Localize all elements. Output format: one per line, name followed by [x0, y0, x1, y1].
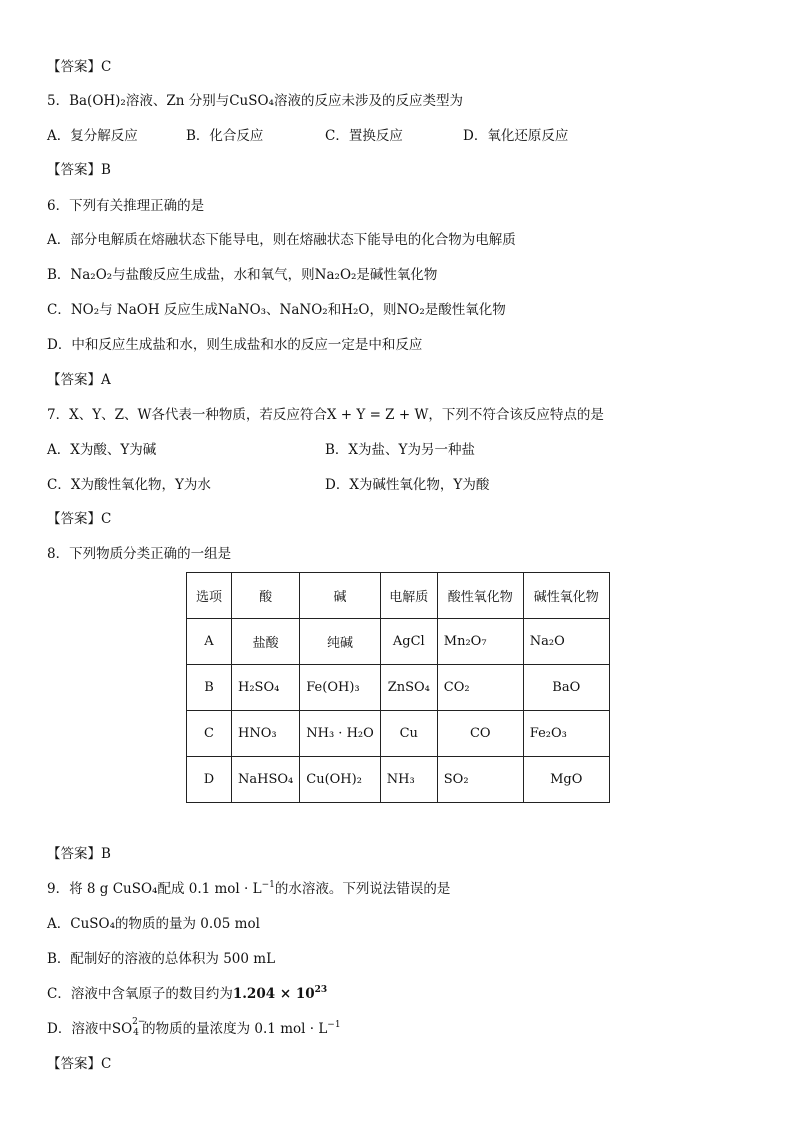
q7-option-b: B．X为盐、Y为另一种盐 — [325, 442, 475, 458]
q5-option-c: C．置换反应 — [325, 128, 403, 144]
table-row — [187, 665, 610, 711]
table-cell: MgO — [523, 757, 609, 803]
q9d-subscript: 4 — [133, 1028, 139, 1038]
q9-option-c — [47, 984, 327, 1006]
q9-text-start: 9．将 8 g CuSO₄配成 0.1 mol · L — [47, 881, 262, 897]
table-header-cell: 酸 — [232, 573, 300, 619]
q9-option-a: A．CuSO₄的物质的量为 0.05 mol — [47, 916, 260, 932]
q9-option-b: B．配制好的溶液的总体积为 500 mL — [47, 951, 276, 967]
q9c-exponent: 23 — [314, 985, 328, 995]
q6-option-c: C．NO₂与 NaOH 反应生成NaNO₃、NaNO₂和H₂O，则NO₂是酸性氧化物 — [47, 302, 506, 318]
table-cell: BaO — [523, 665, 609, 711]
table-row — [187, 619, 610, 665]
answer-q4: 【答案】C — [47, 59, 112, 75]
question-7: 7．X、Y、Z、W各代表一种物质，若反应符合X + Y = Z + W，下列不符合该反应特点的是 — [47, 407, 604, 423]
q5-option-a: A．复分解反应 — [47, 128, 138, 144]
table-cell: Na₂O — [523, 619, 609, 665]
q6-option-a: A．部分电解质在熔融状态下能导电，则在熔融状态下能导电的化合物为电解质 — [47, 232, 516, 248]
table-header-cell: 碱性氧化物 — [523, 573, 609, 619]
q9-exponent: −1 — [261, 880, 275, 890]
table-header-cell: 酸性氧化物 — [437, 573, 523, 619]
q6-option-b: B．Na₂O₂与盐酸反应生成盐，水和氧气，则Na₂O₂是碱性氧化物 — [47, 267, 438, 283]
table-row — [187, 757, 610, 803]
q9d-exponent: −1 — [327, 1020, 341, 1030]
table-cell: Fe₂O₃ — [523, 711, 609, 757]
table-cell: Cu(OH)₂ — [300, 757, 381, 803]
table-cell: CO₂ — [437, 665, 523, 711]
table-cell: NaHSO₄ — [232, 757, 300, 803]
table-cell: 纯碱 — [300, 619, 381, 665]
q7-option-c: C．X为酸性氧化物，Y为水 — [47, 477, 211, 493]
q5-option-d: D．氧化还原反应 — [463, 128, 569, 144]
q9c-number: 1.204 × 10 — [232, 986, 315, 1002]
table-cell: C — [187, 711, 232, 757]
classification-table — [186, 572, 610, 803]
table-cell: Cu — [380, 711, 437, 757]
table-cell: B — [187, 665, 232, 711]
table-cell: NH₃ · H₂O — [300, 711, 381, 757]
table-cell: CO — [437, 711, 523, 757]
q9d-charge: 2− — [132, 1017, 146, 1027]
table-cell: NH₃ — [380, 757, 437, 803]
question-9 — [47, 879, 450, 901]
table-cell: SO₂ — [437, 757, 523, 803]
q7-option-d: D．X为碱性氧化物，Y为酸 — [325, 477, 490, 493]
q9d-text-end: 的物质的量浓度为 0.1 mol · L — [142, 1021, 328, 1037]
table-cell: Mn₂O₇ — [437, 619, 523, 665]
table-row — [187, 711, 610, 757]
answer-q7: 【答案】C — [47, 511, 112, 527]
table-cell: AgCl — [380, 619, 437, 665]
q7-option-a: A．X为酸、Y为碱 — [47, 442, 157, 458]
answer-q9: 【答案】C — [47, 1056, 112, 1072]
q5-option-b: B．化合反应 — [186, 128, 264, 144]
question-8: 8．下列物质分类正确的一组是 — [47, 546, 232, 562]
question-6: 6．下列有关推理正确的是 — [47, 198, 205, 214]
table-cell: A — [187, 619, 232, 665]
question-5: 5．Ba(OH)₂溶液、Zn 分别与CuSO₄溶液的反应未涉及的反应类型为 — [47, 93, 463, 109]
table-cell: 盐酸 — [232, 619, 300, 665]
table-header-cell: 碱 — [300, 573, 381, 619]
table-cell: Fe(OH)₃ — [300, 665, 381, 711]
q9-option-d — [47, 1019, 341, 1041]
answer-q8: 【答案】B — [47, 846, 111, 862]
table-header-cell: 选项 — [187, 573, 232, 619]
q6-option-d: D．中和反应生成盐和水，则生成盐和水的反应一定是中和反应 — [47, 337, 423, 353]
q9d-text-start: D．溶液中SO — [47, 1021, 133, 1037]
table-cell: H₂SO₄ — [232, 665, 300, 711]
table-cell: HNO₃ — [232, 711, 300, 757]
table-header-cell: 电解质 — [380, 573, 437, 619]
table-cell: ZnSO₄ — [380, 665, 437, 711]
q9c-text: C．溶液中含氧原子的数目约为 — [47, 986, 233, 1002]
table-cell: D — [187, 757, 232, 803]
table-header-row — [187, 573, 610, 619]
answer-q6: 【答案】A — [47, 372, 111, 388]
answer-q5: 【答案】B — [47, 162, 111, 178]
q9-text-end: 的水溶液。下列说法错误的是 — [274, 881, 451, 897]
